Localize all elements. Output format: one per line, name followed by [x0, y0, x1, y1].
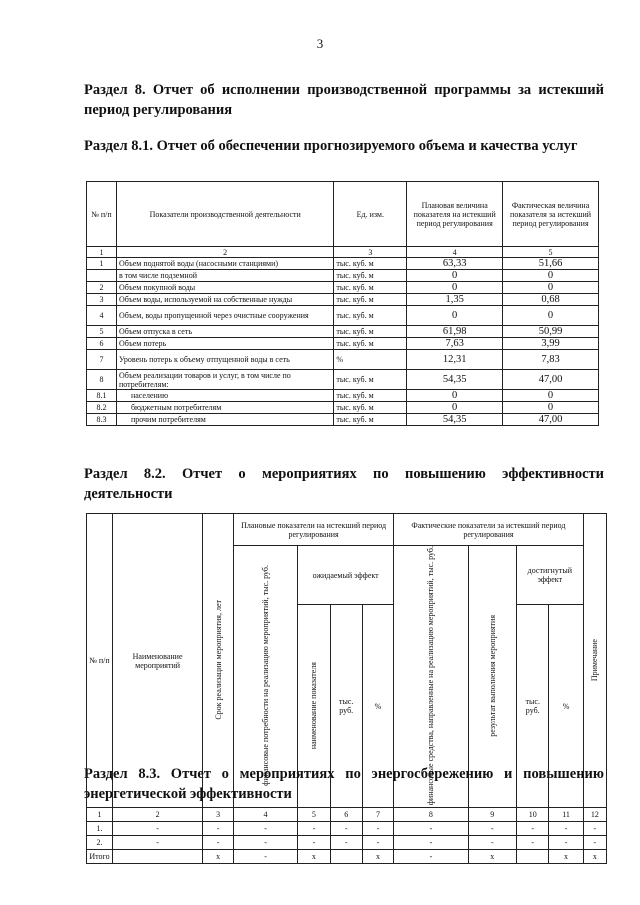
cell-unit: тыс. куб. м — [334, 306, 407, 326]
cell-n: 2 — [87, 282, 117, 294]
table-cell: - — [112, 836, 202, 850]
table-cell: - — [516, 822, 548, 836]
cell-n: 5 — [87, 326, 117, 338]
table-row — [87, 390, 599, 402]
cell-plan: 0 — [407, 390, 503, 402]
cell-name: в том числе подземной — [116, 270, 333, 282]
cell-plan: 0 — [407, 402, 503, 414]
table-cell: Итого — [87, 850, 113, 864]
table-row — [87, 258, 599, 270]
cell-name: Объем реализации товаров и услуг, в том числе по потребителям: — [116, 370, 333, 390]
cell-unit: тыс. куб. м — [334, 370, 407, 390]
cell-unit: тыс. куб. м — [334, 390, 407, 402]
cell-n: 4 — [87, 306, 117, 326]
cell-name: Объем воды, используемой на собственные нужды — [116, 294, 333, 306]
cell-unit: тыс. куб. м — [334, 326, 407, 338]
header-fin-fact: финансовые средства, направленные на реализацию мероприятий, тыс. руб. — [394, 546, 468, 808]
cell-unit: тыс. куб. м — [334, 294, 407, 306]
header-cell: Ед. изм. — [334, 182, 407, 247]
cell-unit: тыс. куб. м — [334, 338, 407, 350]
table-row — [87, 822, 607, 836]
table-row — [87, 338, 599, 350]
column-number: 5 — [503, 247, 599, 258]
cell-fact: 3,99 — [503, 338, 599, 350]
table-cell: 1. — [87, 822, 113, 836]
cell-n: 7 — [87, 350, 117, 370]
table-cell: - — [362, 836, 393, 850]
header-achieved: достигнутый эффект — [516, 546, 583, 605]
header-exp-rub: тыс. руб. — [330, 605, 362, 808]
column-number: 6 — [330, 808, 362, 822]
table-cell: - — [549, 822, 583, 836]
table-cell: - — [330, 822, 362, 836]
header-cell: Фактическая величина показателя за истекший период регулирования — [503, 182, 599, 247]
section-8-1-heading: Раздел 8.1. Отчет об обеспечении прогнозируемого объема и качества услуг — [84, 138, 578, 154]
table-cell — [330, 850, 362, 864]
header-fact: Фактические показатели за истекший период регулирования — [394, 514, 583, 546]
cell-name: Объем поднятой воды (насосными станциями) — [116, 258, 333, 270]
column-number-row — [87, 247, 599, 258]
header-ach-pct: % — [549, 605, 583, 808]
cell-unit: тыс. куб. м — [334, 270, 407, 282]
cell-plan: 0 — [407, 306, 503, 326]
table-cell: - — [233, 836, 297, 850]
column-number: 11 — [549, 808, 583, 822]
column-number: 12 — [583, 808, 606, 822]
cell-fact: 0 — [503, 390, 599, 402]
header-note: Примечание — [583, 514, 606, 808]
column-number: 7 — [362, 808, 393, 822]
cell-plan: 1,35 — [407, 294, 503, 306]
cell-plan: 61,98 — [407, 326, 503, 338]
production-indicators-table — [86, 181, 599, 426]
cell-name: бюджетным потребителям — [116, 402, 333, 414]
table-row — [87, 282, 599, 294]
cell-fact: 7,83 — [503, 350, 599, 370]
table-cell: - — [233, 822, 297, 836]
column-number-row — [87, 808, 607, 822]
page-number: 3 — [316, 36, 324, 51]
table-cell: - — [394, 822, 468, 836]
cell-n: 1 — [87, 258, 117, 270]
cell-fact: 0 — [503, 282, 599, 294]
cell-unit: % — [334, 350, 407, 370]
table-cell: 2. — [87, 836, 113, 850]
table-cell: х — [549, 850, 583, 864]
cell-fact: 0 — [503, 270, 599, 282]
cell-n: 8.1 — [87, 390, 117, 402]
table-cell: - — [394, 836, 468, 850]
header-plan: Плановые показатели на истекший период регулирования — [233, 514, 393, 546]
table-row — [87, 402, 599, 414]
header-n: № п/п — [87, 514, 113, 808]
cell-unit: тыс. куб. м — [334, 414, 407, 426]
table-row — [87, 370, 599, 390]
table-cell: - — [468, 822, 516, 836]
cell-name: населению — [116, 390, 333, 402]
table-cell: - — [583, 822, 606, 836]
cell-n: 6 — [87, 338, 117, 350]
efficiency-measures-table — [86, 513, 607, 864]
cell-plan: 0 — [407, 282, 503, 294]
table-cell: - — [330, 836, 362, 850]
cell-fact: 51,66 — [503, 258, 599, 270]
cell-fact: 0 — [503, 402, 599, 414]
table-cell: х — [583, 850, 606, 864]
table-cell: - — [583, 836, 606, 850]
header-fin-plan: финансовые потребности на реализацию мероприятий, тыс. руб. — [233, 546, 297, 808]
table-cell: - — [394, 850, 468, 864]
table-cell: х — [362, 850, 393, 864]
table-cell: - — [549, 836, 583, 850]
table-row — [87, 836, 607, 850]
cell-name: прочим потребителям — [116, 414, 333, 426]
column-number: 4 — [233, 808, 297, 822]
column-number: 1 — [87, 808, 113, 822]
column-number: 2 — [112, 808, 202, 822]
header-cell: Плановая величина показателя на истекший период регулирования — [407, 182, 503, 247]
table-cell: - — [203, 836, 234, 850]
table-cell: - — [516, 836, 548, 850]
table-row — [87, 850, 607, 864]
cell-name: Объем покупной воды — [116, 282, 333, 294]
cell-plan: 54,35 — [407, 370, 503, 390]
cell-fact: 47,00 — [503, 370, 599, 390]
table-cell: х — [298, 850, 331, 864]
header-exp-name: наименование показателя — [298, 605, 331, 808]
table-cell: х — [468, 850, 516, 864]
cell-fact: 0,68 — [503, 294, 599, 306]
table-cell: - — [298, 822, 331, 836]
cell-name: Уровень потерь к объему отпущенной воды в сеть — [116, 350, 333, 370]
cell-plan: 12,31 — [407, 350, 503, 370]
table-cell: - — [112, 822, 202, 836]
cell-fact: 50,99 — [503, 326, 599, 338]
cell-fact: 0 — [503, 306, 599, 326]
column-number: 8 — [394, 808, 468, 822]
header-expected: ожидаемый эффект — [298, 546, 394, 605]
cell-plan: 7,63 — [407, 338, 503, 350]
section-8-heading: Раздел 8. Отчет об исполнении производственной программы за истекший период регулирования — [84, 82, 604, 118]
table-cell: - — [203, 822, 234, 836]
table-cell: - — [468, 836, 516, 850]
table-cell: - — [362, 822, 393, 836]
section-8-2-heading: Раздел 8.2. Отчет о мероприятиях по повышению эффективности деятельности — [84, 466, 604, 502]
header-ach-rub: тыс. руб. — [516, 605, 548, 808]
column-number: 5 — [298, 808, 331, 822]
cell-plan: 0 — [407, 270, 503, 282]
cell-unit: тыс. куб. м — [334, 402, 407, 414]
cell-plan: 54,35 — [407, 414, 503, 426]
cell-n: 8.2 — [87, 402, 117, 414]
table-cell — [112, 850, 202, 864]
cell-n: 8 — [87, 370, 117, 390]
cell-n: 3 — [87, 294, 117, 306]
table-row — [87, 294, 599, 306]
cell-name: Объем отпуска в сеть — [116, 326, 333, 338]
cell-n — [87, 270, 117, 282]
column-number: 1 — [87, 247, 117, 258]
table-row — [87, 326, 599, 338]
column-number: 3 — [334, 247, 407, 258]
header-exp-pct: % — [362, 605, 393, 808]
cell-plan: 63,33 — [407, 258, 503, 270]
table-row — [87, 306, 599, 326]
column-number: 9 — [468, 808, 516, 822]
table-row — [87, 350, 599, 370]
table-row — [87, 270, 599, 282]
table-row — [87, 414, 599, 426]
cell-unit: тыс. куб. м — [334, 258, 407, 270]
table-cell: - — [233, 850, 297, 864]
cell-n: 8.3 — [87, 414, 117, 426]
section-8-3-heading: Раздел 8.3. Отчет о мероприятиях по энергосбережению и повышению энергетической эффективности — [84, 766, 604, 802]
cell-fact: 47,00 — [503, 414, 599, 426]
cell-unit: тыс. куб. м — [334, 282, 407, 294]
header-cell: № п/п — [87, 182, 117, 247]
table-header-row — [87, 182, 599, 247]
column-number: 3 — [203, 808, 234, 822]
header-name: Наименование мероприятий — [112, 514, 202, 808]
cell-name: Объем потерь — [116, 338, 333, 350]
table-cell — [516, 850, 548, 864]
header-term: Срок реализации мероприятия, лет — [203, 514, 234, 808]
table-cell: х — [203, 850, 234, 864]
header-result: результат выполнения мероприятия — [468, 546, 516, 808]
column-number: 4 — [407, 247, 503, 258]
table-cell: - — [298, 836, 331, 850]
cell-name: Объем, воды пропущенной через очистные сооружения — [116, 306, 333, 326]
column-number: 10 — [516, 808, 548, 822]
header-cell: Показатели производственной деятельности — [116, 182, 333, 247]
column-number: 2 — [116, 247, 333, 258]
